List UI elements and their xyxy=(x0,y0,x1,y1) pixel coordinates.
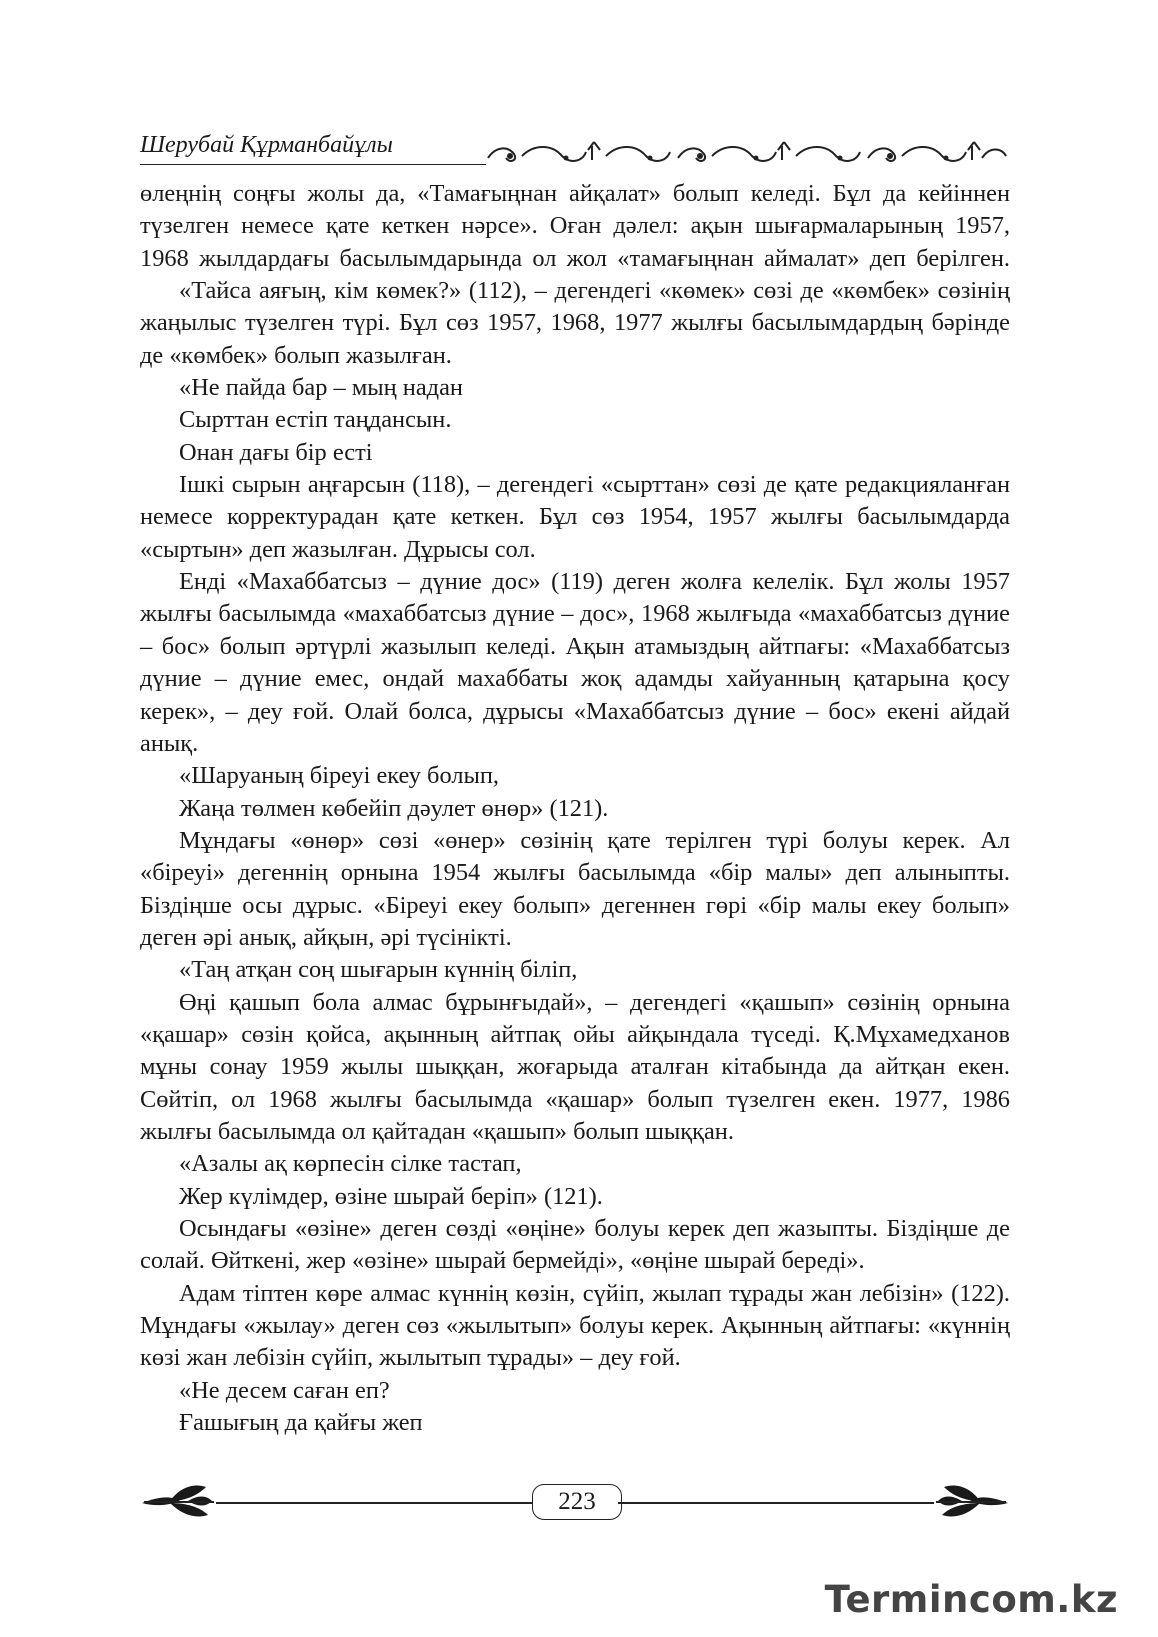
verse-line: «Не пайда бар – мың надан xyxy=(179,374,463,402)
verse-line: Онан дағы бір есті xyxy=(179,438,373,466)
footer-rule xyxy=(216,1502,534,1504)
running-head xyxy=(140,132,1010,172)
verse-line: Ғашығың да қайғы жеп xyxy=(179,1409,423,1437)
paragraph: Адам тіптен көре алмас күннің көзін, сүйіп, жылап тұрады жан лебізін» (122). Мұндағы «жылау» деген сөз «жылытып» болуы керек. Ақынның айтпағы: «күннің көзі жан лебізін сүйіп, жылытып тұрады» – деу ғой. xyxy=(140,1279,1010,1372)
watermark: Termincom.kz xyxy=(824,1578,1118,1621)
scroll-ornament-icon xyxy=(482,136,1010,170)
verse-line: «Таң атқан соң шығарын күннің біліп, xyxy=(179,956,578,984)
verse-line: «Шаруаның біреуі екеу болып, xyxy=(179,762,500,790)
verse-line: Жаңа төлмен көбейіп дәулет өнөр» (121). xyxy=(179,794,609,822)
paragraph: өлеңнің соңғы жолы да, «Тамағыңнан айқалат» болып келеді. Бұл да кейіннен түзелген немесе қате кеткен нәрсе». Оған дәлел: ақын шығармаларының 1957, 1968 жылдардағы басылымдарында ол жол «тамағыңнан аймалат» деп берілген. xyxy=(140,180,1010,272)
leaf-ornament-icon xyxy=(140,1481,214,1523)
paragraph: Енді «Махаббатсыз – дүние дос» (119) деген жолға келелік. Бұл жолы 1957 жылғы басылымда «махаббатсыз дүние – дос», 1968 жылғыда «махаббатсыз дүние – бос» болып әртүрлі жазылып келеді. Ақын атамыздың айтпағы: «Махаббатсыз дүние – дүние емес, ондай махаббаты жоқ адамды хайуанның қатарына қосу керек», – деу ғой. Олай болса, дұрысы «Махаббатсыз дүние – бос» екені айдай анық. xyxy=(140,568,1010,757)
page-number: 223 xyxy=(532,1484,622,1520)
running-head-rule xyxy=(140,164,486,165)
leaf-ornament-icon xyxy=(936,1481,1010,1523)
body-text xyxy=(140,178,1010,1439)
running-head-author: Шерубай Құрманбайұлы xyxy=(140,132,393,158)
paragraph: Мұндағы «өнөр» сөзі «өнер» сөзінің қате терілген түрі болуы керек. Ал «біреуі» дегеннің орнына 1954 жылғы басылымда «бір малы» деп алыныпты. Біздіңше осы дұрыс. «Біреуі екеу болып» дегеннен гөрі «бір малы екеу болып» деген әрі анық, айқын, әрі түсінікті. xyxy=(140,826,1010,951)
paragraph: «Тайса аяғың, кім көмек?» (112), – дегендегі «көмек» сөзі де «көмбек» сөзінің жаңылыс түзелген түрі. Бұл сөз 1957, 1968, 1977 жылғы басылымдардың бәрінде де «көмбек» болып жазылған. xyxy=(140,277,1010,369)
paragraph: Ішкі сырын аңғарсын (118), – дегендегі «сырттан» сөзі де қате редакцияланған немесе корректурадан қате кеткен. Бұл сөз 1954, 1957 жылғы басылымдарда «сыртын» деп жазылған. Дұрысы сол. xyxy=(140,471,1010,563)
verse-line: «Азалы ақ көрпесін сілке тастап, xyxy=(179,1150,522,1178)
verse-line: Сырттан естіп таңдансын. xyxy=(179,406,452,434)
footer-rule xyxy=(618,1502,934,1504)
paragraph: Өңі қашып бола алмас бұрынғыдай», – дегендегі «қашып» сөзінің орнына «қашар» сөзін қойса, ақынның айтпақ ойы айқындала түседі. Қ.Мұхамедханов мұны сонау 1959 жылы шыққан, жоғарыда аталған кітабында да айтқан екен. Сөйтіп, ол 1968 жылғы басылымда «қашар» болып түзелген екен. 1977, 1986 жылғы басылымда ол қайтадан «қашып» болып шыққан. xyxy=(140,988,1010,1145)
verse-line: «Не десем саған еп? xyxy=(179,1376,390,1404)
page-footer xyxy=(140,1476,1010,1526)
verse-line: Жер күлімдер, өзіне шырай беріп» (121). xyxy=(179,1182,603,1210)
paragraph: Осындағы «өзіне» деген сөзді «өңіне» болуы керек деп жазыпты. Біздіңше де солай. Өйткені, жер «өзіне» шырай бермейді», «өңіне шырай береді». xyxy=(140,1215,1010,1275)
